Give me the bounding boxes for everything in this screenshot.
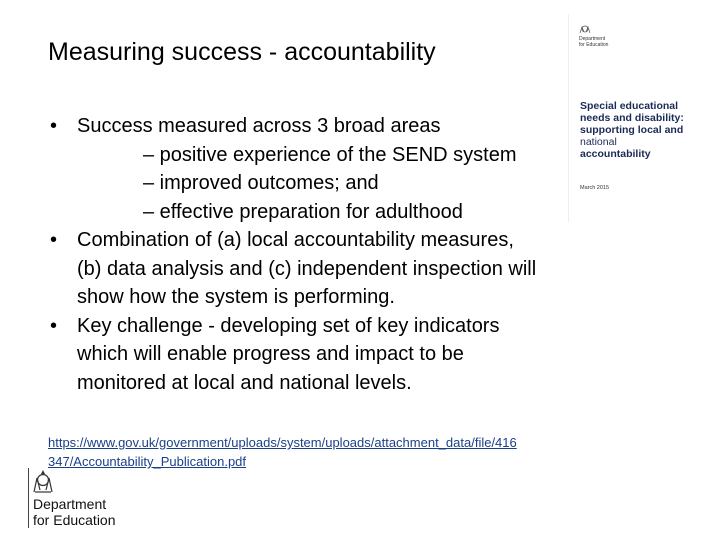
- sub-item: – effective preparation for adulthood: [143, 200, 463, 223]
- sub-item: – improved outcomes; and: [143, 172, 379, 194]
- bullet-text-continued: which will enable progress and impact to be: [77, 343, 464, 365]
- dfe-logo: [23, 466, 143, 532]
- logo-rule: [28, 468, 29, 528]
- bullet-text-continued: (b) data analysis and (c) independent inspection will: [77, 257, 537, 280]
- bullet-list: [50, 112, 650, 397]
- royal-crest-icon: [32, 468, 54, 494]
- royal-crest-icon: [579, 24, 591, 34]
- bullet-item: [50, 112, 650, 141]
- bullet-text: Key challenge - developing set of key indicators: [77, 314, 500, 337]
- bullet-text: Success measured across 3 broad areas: [77, 115, 441, 137]
- cover-title: Special educational needs and disability: supporting local and national accountability: [580, 100, 684, 160]
- cover-department: Department for Education: [579, 36, 609, 48]
- bullet-marker: •: [50, 229, 58, 251]
- logo-name: Department for Education: [33, 496, 116, 528]
- bullet-text-continued: show how the system is performing.: [77, 286, 395, 308]
- bullet-text-continued: monitored at local and national levels.: [77, 371, 412, 394]
- sub-item: – positive experience of the SEND system: [143, 143, 517, 166]
- slide-title: Measuring success - accountability: [48, 38, 436, 66]
- bullet-item: [50, 226, 650, 255]
- bullet-marker: •: [50, 115, 58, 137]
- publication-link[interactable]: https://www.gov.uk/government/uploads/system/uploads/attachment_data/file/416 347/Accountability_Publication.pdf: [48, 435, 517, 469]
- bullet-text: Combination of (a) local accountability measures,: [77, 229, 514, 251]
- bullet-marker: •: [50, 314, 58, 337]
- bullet-item: [50, 312, 650, 341]
- cover-date: March 2015: [580, 185, 610, 191]
